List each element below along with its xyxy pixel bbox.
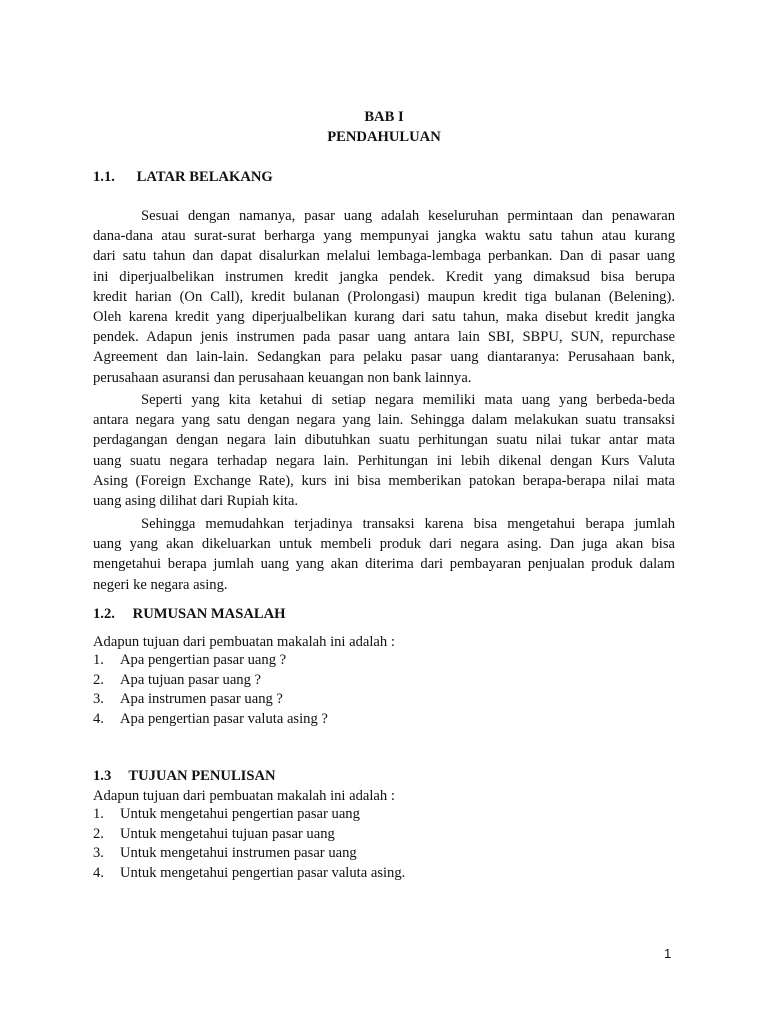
list-item: 2. Apa tujuan pasar uang ? bbox=[93, 671, 262, 688]
text-line: perusahaan asuransi dan perusahaan keuangan non bank lainnya. bbox=[93, 369, 472, 386]
list-item: 1. Untuk mengetahui pengertian pasar uang bbox=[93, 806, 360, 822]
text-line: Asing (Foreign Exchange Rate), kurs ini bisa memberikan patokan berapa-berapa nilai mata bbox=[93, 472, 675, 489]
section-heading-latar-belakang bbox=[93, 167, 273, 187]
chapter-label: BAB I bbox=[364, 109, 404, 125]
text-line: uang asing dilihat dari Rupiah kita. bbox=[93, 493, 299, 510]
text-line: ini diperjualbelikan instrumen kredit jangka pendek. Kredit yang dimaksud bisa berupa bbox=[93, 268, 675, 285]
section-title: LATAR BELAKANG bbox=[136, 169, 273, 185]
text-line: dana-dana atau surat-surat berharga yang mempunyai jangka waktu satu tahun atau kurang bbox=[93, 228, 675, 245]
text-line: uang suatu negara terhadap negara lain. Perhitungan ini lebih dikenal dengan Kurs Valuta bbox=[93, 452, 675, 469]
list-item: 1. Apa pengertian pasar uang ? bbox=[93, 652, 287, 668]
section-title: RUMUSAN MASALAH bbox=[132, 606, 286, 622]
text-line: Agreement dan lain-lain. Sedangkan para pelaku pasar uang diantaranya: Perusahaan bank, bbox=[93, 349, 675, 366]
section-heading-tujuan-penulisan bbox=[93, 766, 276, 786]
section-number: 1.2. bbox=[93, 606, 115, 622]
list-item: 4. Apa pengertian pasar valuta asing ? bbox=[93, 710, 328, 727]
paragraph-latar-belakang-3 bbox=[93, 514, 675, 595]
text-line: perdagangan dengan negara lain dibutuhkan suatu perhitungan suatu nilai tukar antar mata bbox=[93, 432, 675, 449]
text-line: Seperti yang kita ketahui di setiap negara memiliki mata uang yang berbeda-beda bbox=[141, 392, 675, 408]
text-line: antara negara yang satu dengan negara yang lain. Sehingga dalam melakukan suatu transaksi bbox=[93, 412, 675, 429]
text-line: mengetahui berapa jumlah uang yang akan diterima dari pembayaran penjualan produk dalam bbox=[93, 556, 675, 573]
list-item: 2. Untuk mengetahui tujuan pasar uang bbox=[93, 825, 335, 842]
text-line: Sehingga memudahkan terjadinya transaksi karena bisa mengetahui berapa jumlah bbox=[141, 516, 675, 532]
chapter-title: PENDAHULUAN bbox=[327, 129, 441, 145]
tujuan-intro: Adapun tujuan dari pembuatan makalah ini adalah : bbox=[93, 788, 395, 804]
list-item: 3. Untuk mengetahui instrumen pasar uang bbox=[93, 845, 357, 861]
page-number: 1 bbox=[664, 946, 672, 961]
text-line: Sesuai dengan namanya, pasar uang adalah keseluruhan permintaan dan penawaran bbox=[141, 208, 675, 224]
section-number: 1.3 bbox=[93, 768, 112, 784]
section-heading-rumusan-masalah bbox=[93, 604, 286, 624]
paragraph-latar-belakang-2 bbox=[93, 390, 675, 511]
rumusan-intro: Adapun tujuan dari pembuatan makalah ini adalah : bbox=[93, 634, 395, 650]
text-line: pendek. Adapun jenis instrumen pada pasar uang antara lain SBI, SBPU, SUN, repurchase bbox=[93, 329, 675, 346]
section-title: TUJUAN PENULISAN bbox=[128, 768, 276, 784]
text-line: uang yang akan dikeluarkan untuk membeli produk dari negara asing. Dan juga akan bisa bbox=[93, 536, 675, 553]
list-item: 4. Untuk mengetahui pengertian pasar valuta asing. bbox=[93, 864, 406, 881]
text-line: dari satu tahun dan dapat disalurkan melalui lembaga-lembaga perbankan. Dan di pasar uang bbox=[93, 248, 675, 265]
text-line: Oleh karena kredit yang diperjualbelikan kurang dari satu tahun, maka disebut kredit jangka bbox=[93, 309, 675, 326]
list-item: 3. Apa instrumen pasar uang ? bbox=[93, 691, 283, 707]
tujuan-list bbox=[93, 805, 405, 883]
paragraph-latar-belakang-1 bbox=[93, 206, 675, 388]
rumusan-list bbox=[93, 651, 328, 729]
text-line: kredit harian (On Call), kredit bulanan (Prolongasi) maupun kredit tiga bulanan (Belening). bbox=[93, 288, 675, 305]
section-number: 1.1. bbox=[93, 169, 115, 185]
text-line: negeri ke negara asing. bbox=[93, 576, 228, 593]
